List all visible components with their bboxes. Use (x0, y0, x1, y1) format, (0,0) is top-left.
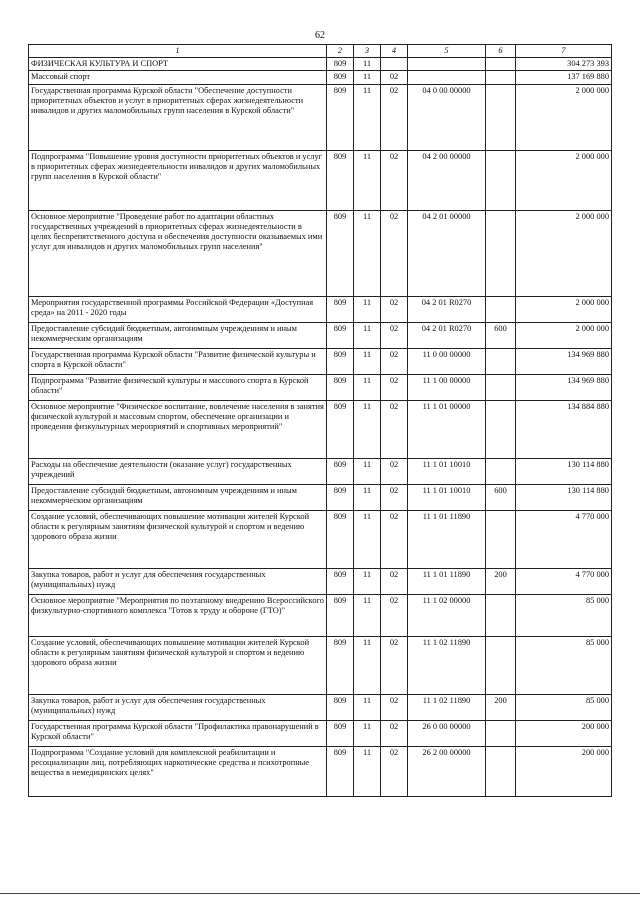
table-row (29, 71, 612, 84)
row-amount: 85 000 (516, 636, 612, 694)
table-row (29, 58, 612, 71)
row-name: Создание условий, обеспечивающих повышение мотивации жителей Курской области к регулярным занятиям физической культурой и спортом и ведению здорового образа жизни (29, 510, 327, 568)
row-section-code: 11 (354, 458, 381, 484)
row-amount: 130 114 880 (516, 458, 612, 484)
row-name: Закупка товаров, работ и услуг для обеспечения государственных (муниципальных) нужд (29, 694, 327, 720)
row-expense-type (486, 58, 516, 71)
row-subsection-code: 02 (381, 746, 408, 796)
row-subsection-code: 02 (381, 374, 408, 400)
column-number: 7 (516, 45, 612, 58)
row-target-code: 11 1 01 10010 (408, 458, 486, 484)
row-section-code: 11 (354, 296, 381, 322)
row-subsection-code: 02 (381, 458, 408, 484)
row-target-code: 04 0 00 00000 (408, 84, 486, 150)
column-number: 5 (408, 45, 486, 58)
row-amount: 2 000 000 (516, 210, 612, 296)
row-name: Закупка товаров, работ и услуг для обеспечения государственных (муниципальных) нужд (29, 568, 327, 594)
row-expense-type (486, 510, 516, 568)
row-section-code: 11 (354, 374, 381, 400)
row-name: ФИЗИЧЕСКАЯ КУЛЬТУРА И СПОРТ (29, 58, 327, 71)
column-number: 6 (486, 45, 516, 58)
column-number-row (29, 45, 612, 58)
table-row (29, 636, 612, 694)
row-expense-type (486, 458, 516, 484)
row-section-code: 11 (354, 71, 381, 84)
row-name: Основное мероприятие "Проведение работ по адаптации областных государственных учреждений в приоритетных сферах жизнедеятельности в целях беспрепятственного доступа и обеспечения доступности оказываемых ими услуг для инвалидов и других маломобильных групп населения" (29, 210, 327, 296)
row-section-code: 11 (354, 746, 381, 796)
row-amount: 2 000 000 (516, 296, 612, 322)
row-name: Основное мероприятие "Физическое воспитание, вовлечение населения в занятия физической культурой и массовым спортом, обеспечение организации и проведения физкультурных мероприятий и спортивных мероприятий" (29, 400, 327, 458)
row-name: Государственная программа Курской области "Профилактика правонарушений в Курской области" (29, 720, 327, 746)
row-name: Предоставление субсидий бюджетным, автономным учреждениям и иным некоммерческим организациям (29, 484, 327, 510)
row-ministry-code: 809 (327, 720, 354, 746)
row-name: Массовый спорт (29, 71, 327, 84)
row-subsection-code: 02 (381, 694, 408, 720)
row-section-code: 11 (354, 594, 381, 636)
row-ministry-code: 809 (327, 594, 354, 636)
row-name: Подпрограмма "Создание условий для комплексной реабилитации и ресоциализации лиц, потребляющих наркотические средства и психотропные вещества в немедицинских целях" (29, 746, 327, 796)
row-expense-type: 200 (486, 694, 516, 720)
bottom-rule (0, 893, 640, 894)
row-amount: 134 884 880 (516, 400, 612, 458)
row-ministry-code: 809 (327, 348, 354, 374)
row-subsection-code: 02 (381, 720, 408, 746)
row-expense-type: 600 (486, 484, 516, 510)
row-name: Расходы на обеспечение деятельности (оказание услуг) государственных учреждений (29, 458, 327, 484)
table-row (29, 510, 612, 568)
row-target-code: 04 2 01 R0270 (408, 296, 486, 322)
row-expense-type (486, 746, 516, 796)
row-subsection-code: 02 (381, 594, 408, 636)
row-expense-type (486, 84, 516, 150)
row-section-code: 11 (354, 694, 381, 720)
row-expense-type (486, 348, 516, 374)
row-target-code: 11 1 02 11890 (408, 636, 486, 694)
row-section-code: 11 (354, 636, 381, 694)
row-target-code: 26 2 00 00000 (408, 746, 486, 796)
row-name: Создание условий, обеспечивающих повышение мотивации жителей Курской области к регулярным занятиям физической культурой и спортом и ведению здорового образа жизни (29, 636, 327, 694)
row-target-code (408, 71, 486, 84)
row-subsection-code: 02 (381, 636, 408, 694)
row-expense-type: 600 (486, 322, 516, 348)
row-expense-type (486, 296, 516, 322)
row-ministry-code: 809 (327, 210, 354, 296)
row-amount: 4 770 000 (516, 510, 612, 568)
row-amount: 85 000 (516, 694, 612, 720)
row-ministry-code: 809 (327, 510, 354, 568)
row-target-code: 11 1 01 10010 (408, 484, 486, 510)
table-row (29, 694, 612, 720)
row-subsection-code: 02 (381, 348, 408, 374)
row-amount: 2 000 000 (516, 150, 612, 210)
row-ministry-code: 809 (327, 58, 354, 71)
row-target-code: 11 1 00 00000 (408, 374, 486, 400)
row-section-code: 11 (354, 210, 381, 296)
row-subsection-code: 02 (381, 210, 408, 296)
row-target-code: 11 1 02 00000 (408, 594, 486, 636)
table-row (29, 400, 612, 458)
row-subsection-code: 02 (381, 71, 408, 84)
row-name: Основное мероприятие "Мероприятия по поэтапному внедрению Всероссийского физкультурно-спортивного комплекса "Готов к труду и обороне (ГТО)" (29, 594, 327, 636)
row-amount: 130 114 880 (516, 484, 612, 510)
row-ministry-code: 809 (327, 322, 354, 348)
row-amount: 137 169 880 (516, 71, 612, 84)
row-ministry-code: 809 (327, 746, 354, 796)
budget-table (28, 44, 612, 797)
row-subsection-code: 02 (381, 322, 408, 348)
row-name: Подпрограмма "Развитие физической культуры и массового спорта в Курской области" (29, 374, 327, 400)
row-ministry-code: 809 (327, 484, 354, 510)
row-target-code: 11 0 00 00000 (408, 348, 486, 374)
row-section-code: 11 (354, 510, 381, 568)
row-expense-type: 200 (486, 568, 516, 594)
row-section-code: 11 (354, 348, 381, 374)
row-ministry-code: 809 (327, 694, 354, 720)
row-ministry-code: 809 (327, 458, 354, 484)
row-target-code: 26 0 00 00000 (408, 720, 486, 746)
row-expense-type (486, 71, 516, 84)
table-row (29, 484, 612, 510)
row-target-code: 11 1 01 00000 (408, 400, 486, 458)
row-subsection-code: 02 (381, 510, 408, 568)
row-amount: 134 969 880 (516, 374, 612, 400)
row-section-code: 11 (354, 484, 381, 510)
row-subsection-code: 02 (381, 400, 408, 458)
row-amount: 134 969 880 (516, 348, 612, 374)
page-number: 62 (315, 30, 325, 41)
row-expense-type (486, 720, 516, 746)
row-target-code: 04 2 01 00000 (408, 210, 486, 296)
row-subsection-code: 02 (381, 150, 408, 210)
row-target-code: 11 1 01 11890 (408, 568, 486, 594)
row-ministry-code: 809 (327, 568, 354, 594)
row-name: Подпрограмма "Повышение уровня доступности приоритетных объектов и услуг в приоритетных сферах жизнедеятельности инвалидов и других маломобильных групп населения в Курской области" (29, 150, 327, 210)
table-row (29, 374, 612, 400)
row-ministry-code: 809 (327, 150, 354, 210)
column-number: 4 (381, 45, 408, 58)
table-row (29, 720, 612, 746)
row-section-code: 11 (354, 58, 381, 71)
row-ministry-code: 809 (327, 296, 354, 322)
row-subsection-code (381, 58, 408, 71)
table-row (29, 348, 612, 374)
column-number: 1 (29, 45, 327, 58)
row-amount: 200 000 (516, 720, 612, 746)
table-row (29, 568, 612, 594)
row-target-code: 04 2 01 R0270 (408, 322, 486, 348)
row-target-code: 11 1 01 11890 (408, 510, 486, 568)
row-amount: 4 770 000 (516, 568, 612, 594)
table-row (29, 458, 612, 484)
row-ministry-code: 809 (327, 374, 354, 400)
table-row (29, 150, 612, 210)
row-subsection-code: 02 (381, 296, 408, 322)
row-ministry-code: 809 (327, 400, 354, 458)
row-expense-type (486, 636, 516, 694)
row-ministry-code: 809 (327, 71, 354, 84)
row-amount: 304 273 393 (516, 58, 612, 71)
row-expense-type (486, 594, 516, 636)
column-number: 2 (327, 45, 354, 58)
row-expense-type (486, 150, 516, 210)
row-amount: 85 000 (516, 594, 612, 636)
row-section-code: 11 (354, 322, 381, 348)
row-section-code: 11 (354, 150, 381, 210)
table-row (29, 594, 612, 636)
row-section-code: 11 (354, 568, 381, 594)
row-target-code: 11 1 02 11890 (408, 694, 486, 720)
row-name: Предоставление субсидий бюджетным, автономным учреждениям и иным некоммерческим организациям (29, 322, 327, 348)
table-row (29, 84, 612, 150)
row-subsection-code: 02 (381, 568, 408, 594)
table-row (29, 210, 612, 296)
table-row (29, 322, 612, 348)
row-name: Государственная программа Курской области "Обеспечение доступности приоритетных объектов и услуг в приоритетных сферах жизнедеятельности инвалидов и других маломобильных групп населения в Курской области" (29, 84, 327, 150)
row-subsection-code: 02 (381, 84, 408, 150)
row-target-code (408, 58, 486, 71)
column-number: 3 (354, 45, 381, 58)
row-name: Мероприятия государственной программы Российской Федерации «Доступная среда» на 2011 - 2020 годы (29, 296, 327, 322)
row-expense-type (486, 400, 516, 458)
row-amount: 200 000 (516, 746, 612, 796)
row-target-code: 04 2 00 00000 (408, 150, 486, 210)
row-ministry-code: 809 (327, 84, 354, 150)
row-section-code: 11 (354, 400, 381, 458)
row-subsection-code: 02 (381, 484, 408, 510)
table-row (29, 746, 612, 796)
row-amount: 2 000 000 (516, 322, 612, 348)
row-section-code: 11 (354, 720, 381, 746)
row-name: Государственная программа Курской области "Развитие физической культуры и спорта в Курской области" (29, 348, 327, 374)
table-row (29, 296, 612, 322)
row-ministry-code: 809 (327, 636, 354, 694)
row-amount: 2 000 000 (516, 84, 612, 150)
row-expense-type (486, 210, 516, 296)
row-expense-type (486, 374, 516, 400)
row-section-code: 11 (354, 84, 381, 150)
